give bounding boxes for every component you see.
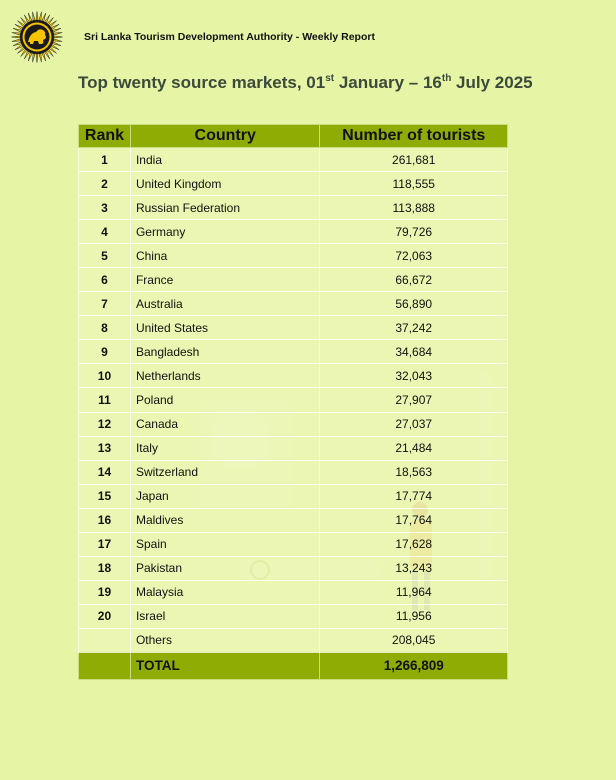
country-cell: United States [130, 316, 320, 340]
tourists-cell: 11,956 [320, 604, 508, 628]
table-row [79, 460, 508, 484]
country-cell: Malaysia [130, 580, 320, 604]
rank-cell: 16 [79, 508, 131, 532]
tourists-cell: 21,484 [320, 436, 508, 460]
table-row [79, 244, 508, 268]
tourists-cell: 17,764 [320, 508, 508, 532]
country-cell: Canada [130, 412, 320, 436]
tourists-cell: 27,907 [320, 388, 508, 412]
tourists-cell: 118,555 [320, 172, 508, 196]
table-row [79, 172, 508, 196]
source-markets-table [78, 124, 508, 680]
table-row [79, 196, 508, 220]
tourists-cell: 79,726 [320, 220, 508, 244]
rank-cell: 12 [79, 412, 131, 436]
tourists-cell: 56,890 [320, 292, 508, 316]
country-cell: Russian Federation [130, 196, 320, 220]
country-cell: Italy [130, 436, 320, 460]
country-cell: United Kingdom [130, 172, 320, 196]
country-cell: Spain [130, 532, 320, 556]
rank-cell: 19 [79, 580, 131, 604]
tourists-cell: 72,063 [320, 244, 508, 268]
page-title-middle: January – 16 [334, 73, 442, 92]
rank-cell: 18 [79, 556, 131, 580]
total-row [79, 652, 508, 679]
tourists-cell: 34,684 [320, 340, 508, 364]
table-row [79, 220, 508, 244]
table-row [79, 340, 508, 364]
tourists-cell: 17,628 [320, 532, 508, 556]
tourists-cell: 27,037 [320, 412, 508, 436]
rank-cell: 11 [79, 388, 131, 412]
rank-cell: 14 [79, 460, 131, 484]
tourists-cell: 18,563 [320, 460, 508, 484]
table-row [79, 508, 508, 532]
tourists-cell: 13,243 [320, 556, 508, 580]
table-row [79, 268, 508, 292]
rank-cell: 2 [79, 172, 131, 196]
table-row [79, 292, 508, 316]
page-title-sup-th: th [441, 73, 452, 84]
tourists-cell: 208,045 [320, 628, 508, 652]
table-row [79, 580, 508, 604]
rank-cell: 7 [79, 292, 131, 316]
country-cell: Poland [130, 388, 320, 412]
rank-cell [79, 628, 131, 652]
country-cell: France [130, 268, 320, 292]
table-row [79, 364, 508, 388]
org-title: Sri Lanka Tourism Development Authority - Weekly Report [84, 31, 375, 43]
country-cell: Japan [130, 484, 320, 508]
table-row [79, 148, 508, 172]
table-row [79, 436, 508, 460]
country-cell: Australia [130, 292, 320, 316]
country-cell: India [130, 148, 320, 172]
rank-cell: 17 [79, 532, 131, 556]
table-row [79, 316, 508, 340]
tourists-cell: 66,672 [320, 268, 508, 292]
total-value: 1,266,809 [320, 652, 508, 679]
table-header-row [79, 125, 508, 148]
header-country: Country [130, 125, 320, 148]
tourists-cell: 17,774 [320, 484, 508, 508]
tourists-cell: 37,242 [320, 316, 508, 340]
page-title-prefix: Top twenty source markets, 01 [78, 73, 326, 92]
total-rank-cell [79, 652, 131, 679]
rank-cell: 6 [79, 268, 131, 292]
table-row [79, 556, 508, 580]
table-row [79, 532, 508, 556]
total-label: TOTAL [130, 652, 320, 679]
rank-cell: 13 [79, 436, 131, 460]
tourists-cell: 11,964 [320, 580, 508, 604]
rank-cell: 10 [79, 364, 131, 388]
table-row [79, 604, 508, 628]
rank-cell: 15 [79, 484, 131, 508]
country-cell: Maldives [130, 508, 320, 532]
table-row [79, 484, 508, 508]
rank-cell: 5 [79, 244, 131, 268]
country-cell: China [130, 244, 320, 268]
country-cell: Israel [130, 604, 320, 628]
table-row [79, 412, 508, 436]
country-cell: Bangladesh [130, 340, 320, 364]
table-row [79, 628, 508, 652]
page-title [78, 73, 533, 93]
rank-cell: 4 [79, 220, 131, 244]
tourists-cell: 261,681 [320, 148, 508, 172]
rank-cell: 8 [79, 316, 131, 340]
rank-cell: 20 [79, 604, 131, 628]
country-cell: Germany [130, 220, 320, 244]
tourists-cell: 32,043 [320, 364, 508, 388]
table-row [79, 388, 508, 412]
country-cell: Pakistan [130, 556, 320, 580]
country-cell: Netherlands [130, 364, 320, 388]
country-cell: Switzerland [130, 460, 320, 484]
rank-cell: 9 [79, 340, 131, 364]
page-title-sup-st: st [325, 73, 335, 84]
country-cell: Others [130, 628, 320, 652]
page-title-suffix: July 2025 [451, 73, 533, 92]
sri-lanka-lion-emblem-icon [11, 11, 63, 63]
rank-cell: 1 [79, 148, 131, 172]
rank-cell: 3 [79, 196, 131, 220]
tourists-cell: 113,888 [320, 196, 508, 220]
header-tourists: Number of tourists [320, 125, 508, 148]
header-rank: Rank [79, 125, 131, 148]
